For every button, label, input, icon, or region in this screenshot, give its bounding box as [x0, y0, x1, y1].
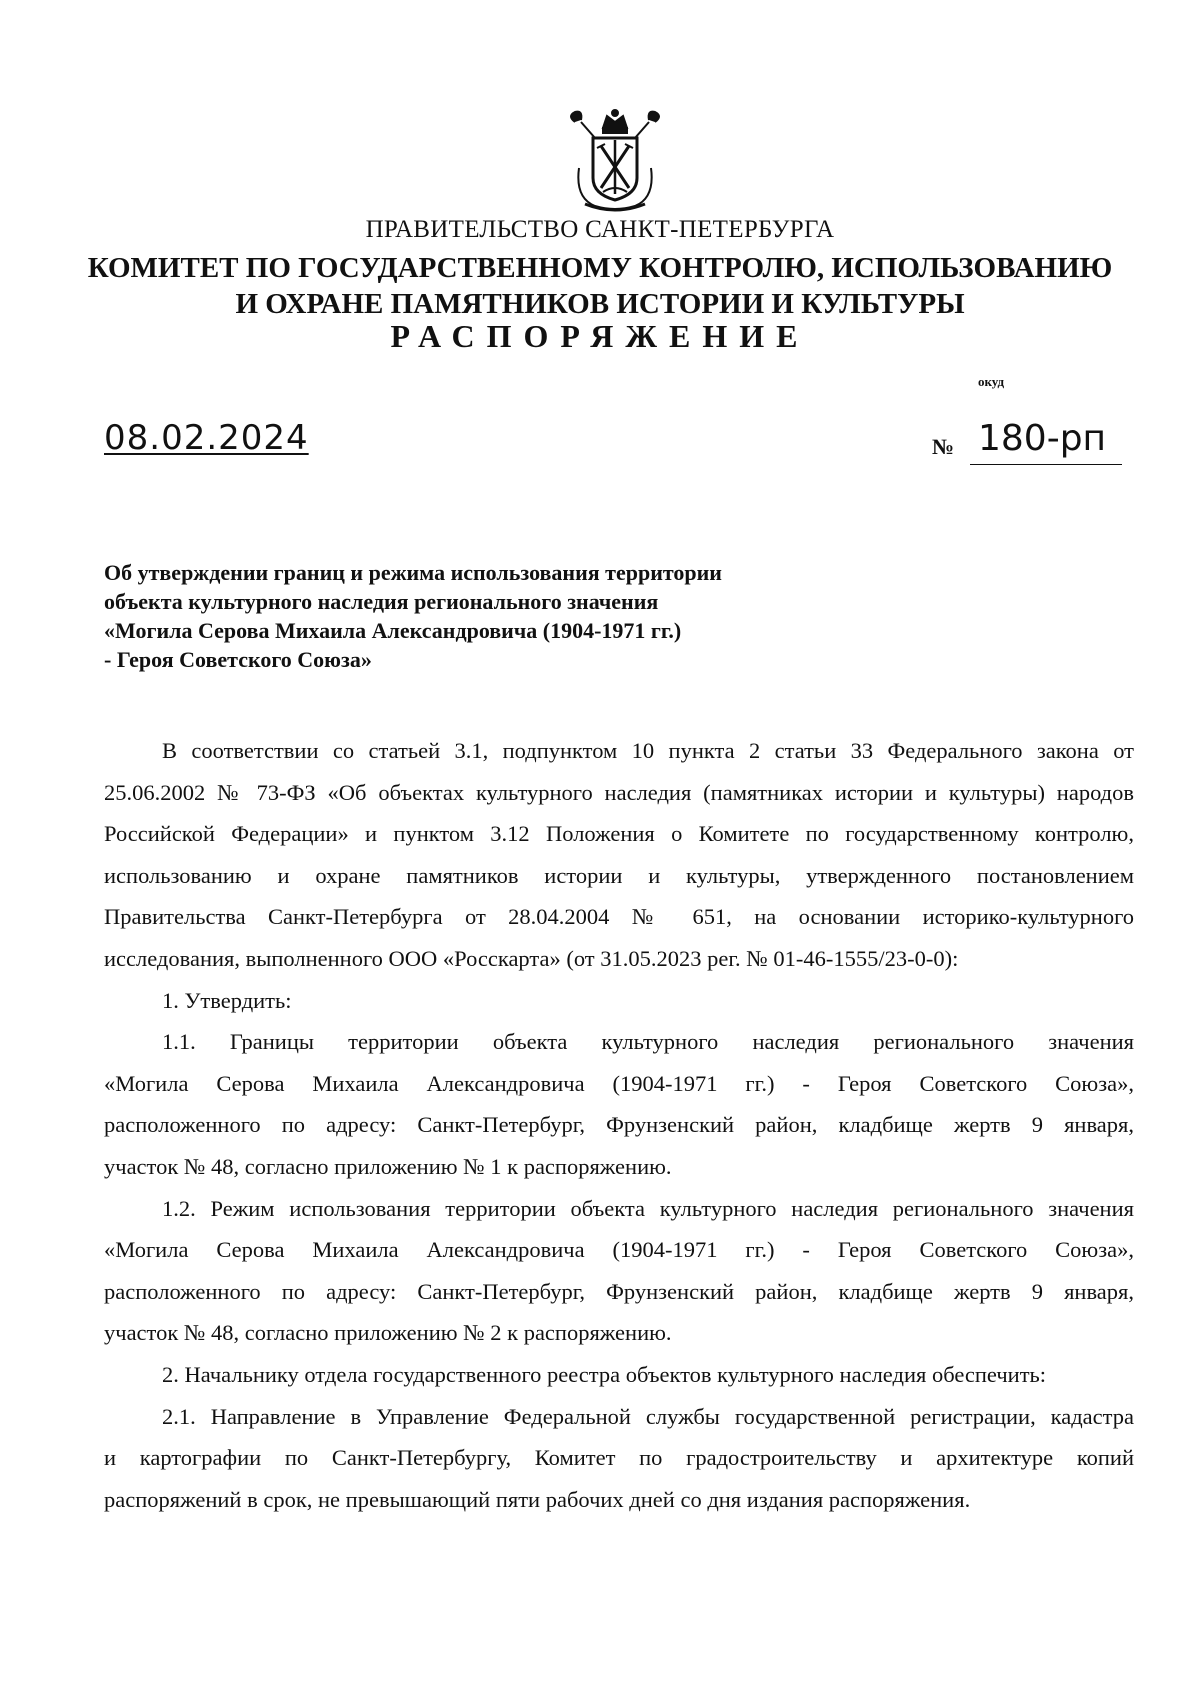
body-line: 1.2. Режим использования территории объекта культурного наследия регионального значения [162, 1195, 1134, 1221]
committee-name [0, 250, 1200, 322]
body-line: «Могила Серова Михаила Александровича (1904-1971 гг.) - Героя Советского Союза», [104, 1070, 1134, 1096]
number-underline [970, 464, 1122, 465]
document-number [932, 418, 1122, 472]
document-subject [104, 558, 864, 674]
subject-line: - Героя Советского Союза» [104, 647, 372, 672]
committee-name-line-2: И ОХРАНЕ ПАМЯТНИКОВ ИСТОРИИ И КУЛЬТУРЫ [235, 288, 965, 320]
body-line: использованию и охране памятников истории и культуры, утвержденного постановлением [104, 862, 1134, 888]
body-line: расположенного по адресу: Санкт-Петербург, Фрунзенский район, кладбище жертв 9 января, [104, 1278, 1134, 1304]
subject-line: Об утверждении границ и режима использования территории [104, 560, 722, 585]
government-name: ПРАВИТЕЛЬСТВО САНКТ-ПЕТЕРБУРГА [365, 216, 835, 243]
body-line: 1. Утвердить: [162, 987, 292, 1013]
body-line: Правительства Санкт-Петербурга от 28.04.2004 № 651, на основании историко-культурного [104, 904, 1134, 930]
body-line: участок № 48, согласно приложению № 2 к распоряжению. [104, 1320, 672, 1346]
subject-line: «Могила Серова Михаила Александровича (1904-1971 гг.) [104, 618, 682, 643]
number-value: 180-рп [978, 418, 1107, 459]
body-line: распоряжений в срок, не превышающий пяти рабочих дней со дня издания распоряжения. [104, 1486, 971, 1512]
body-line: Российской Федерации» и пунктом 3.12 Положения о Комитете по государственному контролю, [104, 821, 1134, 847]
document-body [104, 730, 1134, 1520]
body-line: 1.1. Границы территории объекта культурного наследия регионального значения [162, 1029, 1134, 1055]
number-sign: № [932, 434, 955, 459]
body-line: участок № 48, согласно приложению № 1 к распоряжению. [104, 1153, 672, 1179]
subject-line: объекта культурного наследия регионального значения [104, 589, 659, 614]
body-line: исследования, выполненного ООО «Росскарта» (от 31.05.2023 рег. № 01-46-1555/23-0-0): [104, 945, 959, 971]
document-date: 08.02.2024 [104, 418, 309, 458]
body-line: и картографии по Санкт-Петербургу, Комитет по градостроительству и архитектуре копий [104, 1445, 1134, 1471]
body-line: 25.06.2002 № 73-ФЗ «Об объектах культурного наследия (памятниках истории и культуры) народов [104, 779, 1134, 805]
okud-label: окуд [978, 374, 1005, 389]
body-line: «Могила Серова Михаила Александровича (1904-1971 гг.) - Героя Советского Союза», [104, 1237, 1134, 1263]
body-line: 2.1. Направление в Управление Федеральной службы государственной регистрации, кадастра [162, 1403, 1134, 1429]
body-line: 2. Начальнику отдела государственного реестра объектов культурного наследия обеспечить: [162, 1361, 1047, 1387]
saint-petersburg-coat-of-arms-icon [565, 108, 665, 214]
body-line: В соответствии со статьей 3.1, подпунктом 10 пункта 2 статьи 33 Федерального закона от [162, 738, 1134, 763]
document-type: РАСПОРЯЖЕНИЕ [390, 318, 810, 354]
body-line: расположенного по адресу: Санкт-Петербург, Фрунзенский район, кладбище жертв 9 января, [104, 1112, 1134, 1138]
committee-name-line-1: КОМИТЕТ ПО ГОСУДАРСТВЕННОМУ КОНТРОЛЮ, ИСПОЛЬЗОВАНИЮ [87, 252, 1113, 284]
